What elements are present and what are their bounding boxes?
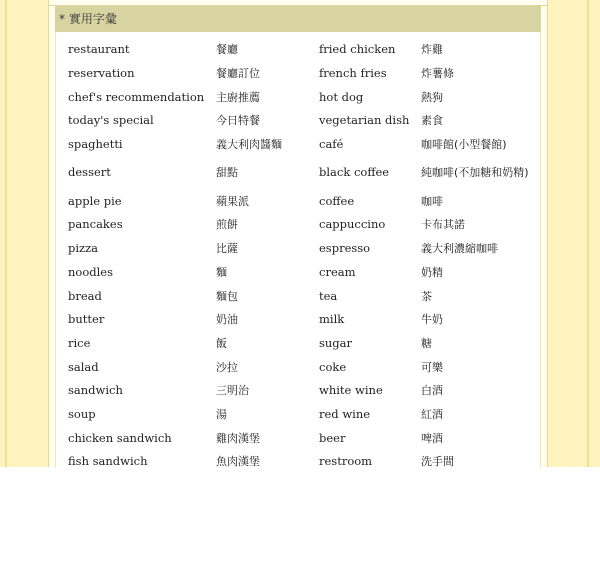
vocab-row [56, 284, 540, 308]
english-term: spaghetti [68, 137, 123, 152]
chinese-term: 餐廳 [216, 43, 238, 57]
english-term: chef's recommendation [68, 89, 205, 104]
english-term: sugar [319, 335, 353, 350]
english-term: bread [68, 288, 102, 303]
english-term: beer [319, 430, 346, 445]
frame-border-left [5, 0, 7, 467]
chinese-term: 今日特餐 [216, 114, 260, 128]
vocab-row [56, 156, 540, 189]
english-term: espresso [319, 241, 371, 256]
chinese-term: 紅酒 [421, 407, 443, 421]
vocabulary-table [56, 38, 540, 468]
section-header: * 實用字彙 [55, 6, 541, 32]
chinese-term: 素食 [421, 114, 443, 128]
chinese-term: 主廚推薦 [216, 90, 260, 104]
vocab-row [56, 109, 540, 133]
vocab-row [56, 355, 540, 379]
vocab-row [56, 450, 540, 468]
chinese-term: 麵 [216, 265, 227, 279]
english-term: cappuccino [319, 217, 386, 232]
english-term: black coffee [319, 165, 390, 180]
english-term: restaurant [68, 42, 130, 57]
english-term: vegetarian dish [319, 113, 410, 128]
english-term: sandwich [68, 383, 123, 398]
chinese-term: 蘋果派 [216, 194, 249, 208]
english-term: butter [68, 312, 105, 327]
chinese-term: 牛奶 [421, 313, 443, 327]
english-term: café [319, 137, 344, 152]
vocab-row [56, 426, 540, 450]
english-term: french fries [319, 66, 387, 81]
english-term: coffee [319, 193, 355, 208]
chinese-term: 煎餅 [216, 218, 238, 232]
chinese-term: 純咖啡(不加糖和奶精) [421, 166, 529, 180]
vocab-row [56, 379, 540, 403]
english-term: chicken sandwich [68, 430, 172, 445]
chinese-term: 奶精 [421, 265, 443, 279]
chinese-term: 卡布其諾 [421, 218, 465, 232]
english-term: restroom [319, 454, 373, 468]
vocab-row [56, 308, 540, 332]
english-term: today's special [68, 113, 154, 128]
english-term: rice [68, 335, 91, 350]
chinese-term: 三明治 [216, 384, 249, 398]
chinese-term: 義大利肉醬麵 [216, 138, 282, 152]
english-term: cream [319, 264, 356, 279]
english-term: milk [319, 312, 345, 327]
chinese-term: 洗手間 [421, 455, 454, 468]
vocab-row [56, 85, 540, 109]
chinese-term: 魚肉漢堡 [216, 455, 260, 468]
vocab-row [56, 237, 540, 261]
chinese-term: 炸薯條 [421, 67, 454, 81]
chinese-term: 餐廳訂位 [216, 67, 260, 81]
english-term: coke [319, 359, 347, 374]
chinese-term: 炸雞 [421, 43, 443, 57]
vocab-row [56, 189, 540, 213]
english-term: white wine [319, 383, 383, 398]
chinese-term: 義大利濃縮咖啡 [421, 242, 498, 256]
english-term: noodles [68, 264, 114, 279]
vocab-row [56, 261, 540, 285]
chinese-term: 湯 [216, 407, 227, 421]
chinese-term: 咖啡館(小型餐館) [421, 138, 507, 152]
chinese-term: 甜點 [216, 166, 238, 180]
vocabulary-table-container [55, 32, 541, 468]
english-term: pancakes [68, 217, 123, 232]
english-term: pizza [68, 241, 99, 256]
chinese-term: 白酒 [421, 384, 443, 398]
chinese-term: 飯 [216, 336, 227, 350]
english-term: salad [68, 359, 99, 374]
vocabulary-table-body [56, 38, 540, 468]
chinese-term: 麵包 [216, 289, 238, 303]
english-term: apple pie [68, 193, 122, 208]
chinese-term: 奶油 [216, 313, 238, 327]
vocab-row [56, 133, 540, 157]
english-term: soup [68, 406, 96, 421]
english-term: hot dog [319, 89, 364, 104]
english-term: red wine [319, 406, 371, 421]
english-term: fried chicken [319, 42, 396, 57]
chinese-term: 可樂 [421, 360, 443, 374]
vocab-row [56, 403, 540, 427]
english-term: tea [319, 288, 338, 303]
chinese-term: 啤酒 [421, 431, 443, 445]
chinese-term: 咖啡 [421, 194, 443, 208]
english-term: fish sandwich [68, 454, 148, 468]
chinese-term: 比薩 [216, 242, 238, 256]
frame-border-right [587, 0, 589, 467]
english-term: reservation [68, 66, 135, 81]
chinese-term: 熱狗 [421, 90, 443, 104]
chinese-term: 沙拉 [216, 360, 238, 374]
vocab-row [56, 62, 540, 86]
vocab-row [56, 213, 540, 237]
vocab-row [56, 38, 540, 62]
english-term: dessert [68, 165, 111, 180]
vocab-row [56, 332, 540, 356]
chinese-term: 雞肉漢堡 [216, 431, 260, 445]
chinese-term: 糖 [421, 336, 432, 350]
content-panel [48, 0, 548, 467]
chinese-term: 茶 [421, 289, 432, 303]
